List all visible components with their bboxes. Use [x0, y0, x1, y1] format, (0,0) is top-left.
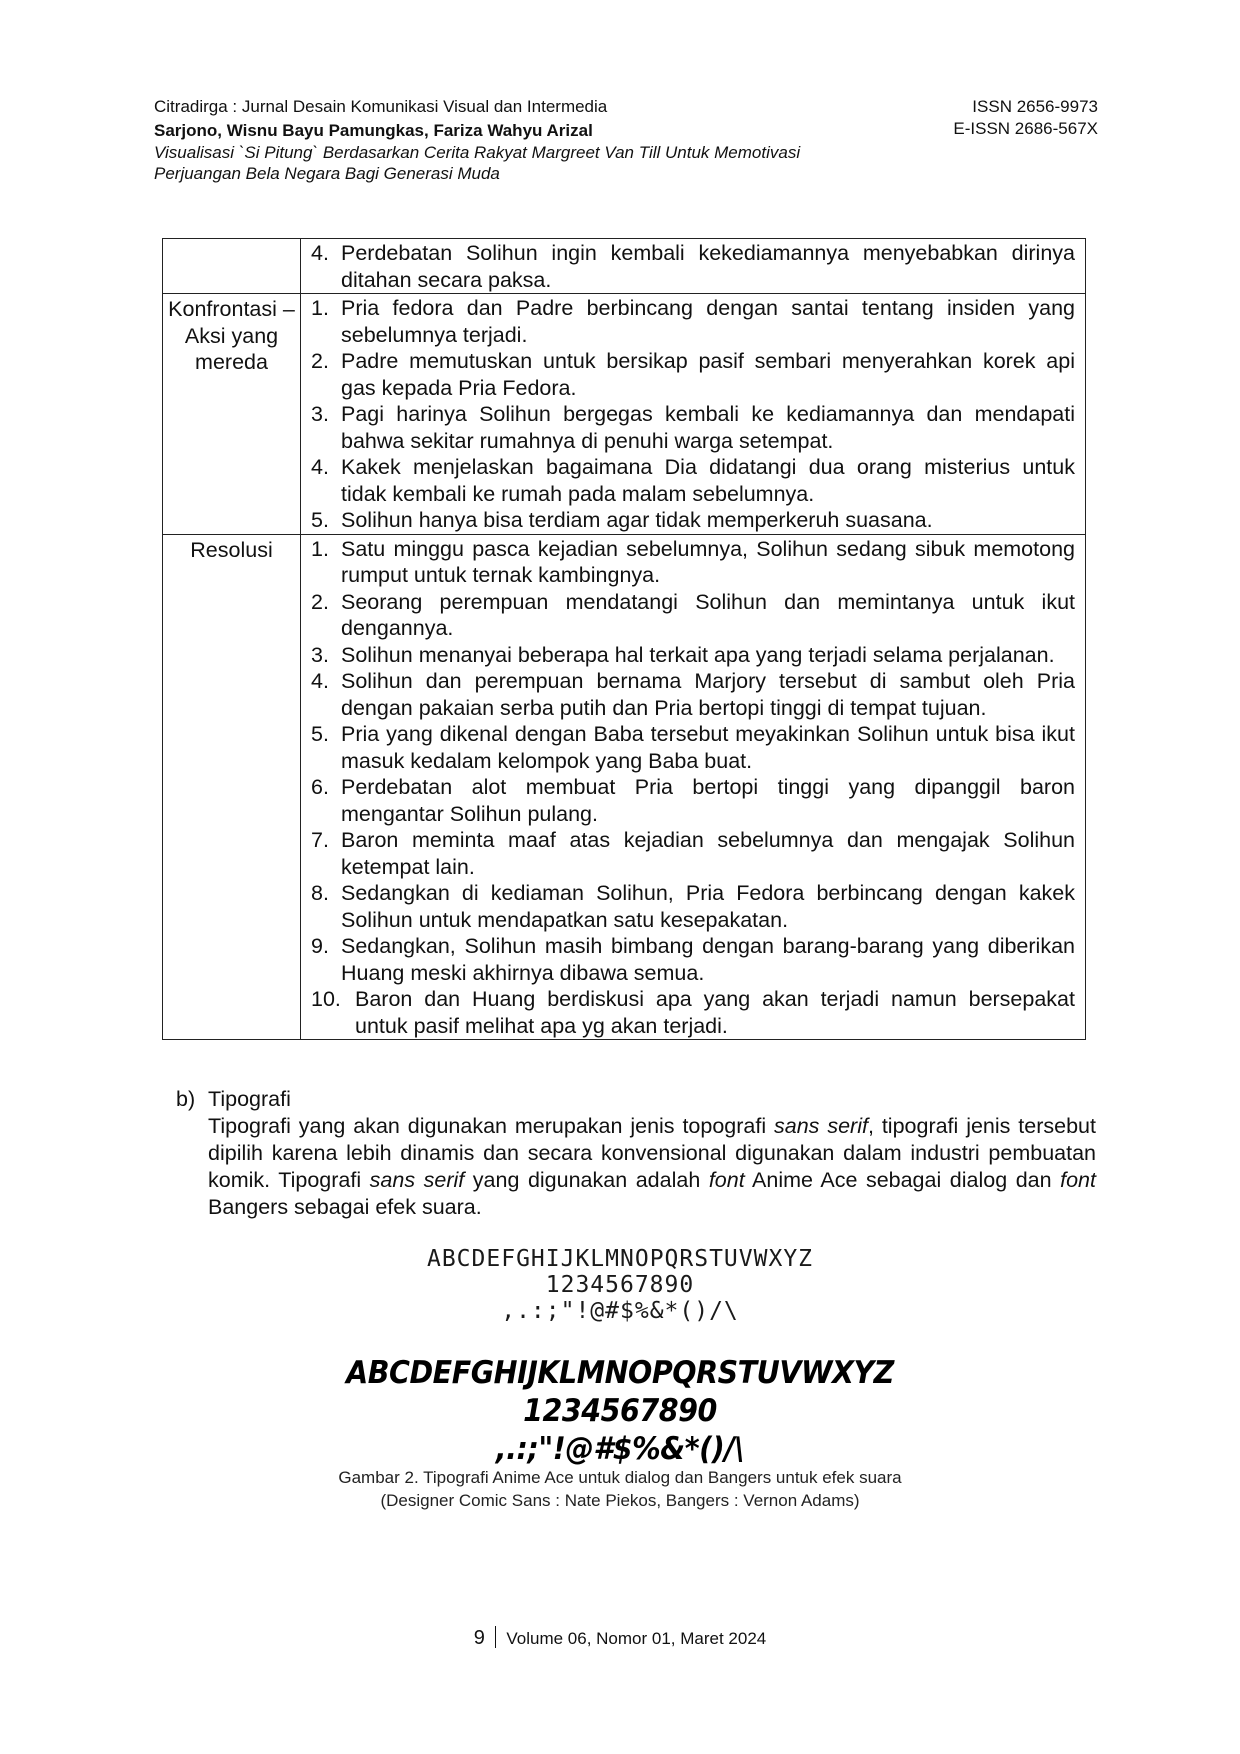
bangers-digits: 1234567890 [523, 1393, 717, 1429]
events-cell [301, 534, 1086, 1040]
list-item [311, 295, 1075, 348]
stage-cell [163, 239, 301, 294]
list-item-text: Solihun menanyai beberapa hal terkait apa yang terjadi selama perjalanan. [341, 642, 1055, 667]
eissn: E-ISSN 2686-567X [953, 119, 1098, 138]
stage-cell: Resolusi [163, 534, 301, 1040]
event-list [311, 295, 1075, 534]
paragraph-emphasis: sans serif [369, 1168, 465, 1192]
caption-line-2: (Designer Comic Sans : Nate Piekos, Bangers : Vernon Adams) [380, 1491, 860, 1510]
paragraph-emphasis: font [708, 1168, 745, 1192]
section-paragraph [208, 1113, 1096, 1221]
anime-ace-specimen [0, 1246, 1240, 1324]
list-item [311, 774, 1075, 827]
section-typography [176, 1086, 1096, 1221]
paragraph-text: , tipografi jenis tersebut dipilih karena lebih dinamis dan secara konvensional digunakan dalam industri pembuatan komik. Tipografi [208, 1114, 1096, 1192]
stage-cell: Konfrontasi – Aksi yang mereda [163, 294, 301, 535]
list-item [311, 880, 1075, 933]
list-item-number: 2. [311, 349, 329, 373]
list-item-number: 3. [311, 402, 329, 426]
list-item-number: 4. [311, 455, 329, 479]
list-item [311, 507, 1075, 534]
list-item-text: Solihun dan perempuan bernama Marjory tersebut di sambut oleh Pria dengan pakaian serba putih dan Pria bertopi tinggi di tempat tujuan. [341, 669, 1075, 720]
list-item-text: Sedangkan, Solihun masih bimbang dengan barang-barang yang diberikan Huang meski akhirnya dibawa semua. [341, 934, 1075, 985]
caption-line-1: Gambar 2. Tipografi Anime Ace untuk dialog dan Bangers untuk efek suara [338, 1468, 902, 1487]
list-item-text: Padre memutuskan untuk bersikap pasif sembari menyerahkan korek api gas kepada Pria Fedora. [341, 349, 1075, 400]
list-item-text: Pagi harinya Solihun bergegas kembali ke kediamannya dan mendapati bahwa sekitar rumahnya di penuhi warga setempat. [341, 402, 1075, 453]
events-cell [301, 294, 1086, 535]
list-item-text: Perdebatan Solihun ingin kembali kekediamannya menyebabkan dirinya ditahan secara paksa. [341, 241, 1075, 292]
list-item [311, 986, 1075, 1039]
paragraph-text: Tipografi yang akan digunakan merupakan jenis topografi [208, 1114, 775, 1138]
anime-ace-digits: 1234567890 [545, 1272, 695, 1298]
running-header [154, 96, 914, 184]
list-item-text: Baron dan Huang berdiskusi apa yang akan terjadi namun bersepakat untuk pasif melihat apa yg akan terjadi. [355, 987, 1075, 1038]
list-item [311, 933, 1075, 986]
list-item-text: Kakek menjelaskan bagaimana Dia didatangi dua orang misterius untuk tidak kembali ke rumah pada malam sebelumnya. [341, 455, 1075, 506]
list-item-number: 6. [311, 775, 329, 799]
section-title: Tipografi [208, 1087, 291, 1111]
list-item-number: 1. [311, 536, 329, 561]
anime-ace-symbols: ,.:;"!@#$%&*()/\ [501, 1298, 739, 1324]
paragraph-emphasis: sans serif [774, 1114, 868, 1138]
section-label: b) [176, 1087, 196, 1111]
list-item-number: 5. [311, 722, 329, 746]
journal-name: Citradirga : Jurnal Desain Komunikasi Visual dan Intermedia [154, 97, 608, 116]
section-heading [176, 1086, 1096, 1113]
list-item-text: Pria yang dikenal dengan Baba tersebut meyakinkan Solihun untuk bisa ikut masuk kedalam kelompok yang Baba buat. [341, 722, 1075, 773]
list-item-text: Pria fedora dan Padre berbincang dengan santai tentang insiden yang sebelumnya terjadi. [341, 296, 1075, 347]
list-item-number: 5. [311, 508, 329, 532]
list-item-number: 1. [311, 296, 329, 320]
table-row [163, 294, 1086, 535]
list-item-text: Sedangkan di kediaman Solihun, Pria Fedora berbincang dengan kakek Solihun untuk mendapatkan satu kesepakatan. [341, 881, 1075, 932]
bangers-letters: ABCDEFGHIJKLMNOPQRSTUVWXYZ [346, 1355, 894, 1391]
table-body [163, 239, 1086, 1040]
page-footer [0, 1626, 1240, 1651]
table-row [163, 239, 1086, 294]
event-list [311, 240, 1075, 293]
figure-caption [0, 1466, 1240, 1512]
list-item [311, 827, 1075, 880]
footer-separator [495, 1626, 497, 1648]
paragraph-emphasis: font [1060, 1168, 1096, 1192]
list-item-text: Baron meminta maaf atas kejadian sebelumnya dan mengajak Solihun ketempat lain. [341, 828, 1075, 879]
article-title-line-1: Visualisasi `Si Pitung` Berdasarkan Cerita Rakyat Margreet Van Till Untuk Memotivasi [154, 143, 801, 162]
list-item [311, 454, 1075, 507]
volume-info: Volume 06, Nomor 01, Maret 2024 [506, 1629, 767, 1648]
paragraph-text: Bangers sebagai efek suara. [208, 1195, 482, 1219]
page-number: 9 [473, 1627, 485, 1649]
plot-structure-table [162, 238, 1086, 1040]
issn: ISSN 2656-9973 [972, 97, 1098, 116]
table-row [163, 534, 1086, 1040]
article-authors: Sarjono, Wisnu Bayu Pamungkas, Fariza Wahyu Arizal [154, 121, 593, 140]
list-item [311, 642, 1075, 669]
list-item [311, 401, 1075, 454]
list-item [311, 348, 1075, 401]
paragraph-text: Anime Ace sebagai dialog dan [744, 1168, 1061, 1192]
list-item-number: 7. [311, 828, 329, 852]
list-item-number: 2. [311, 589, 329, 614]
list-item-number: 4. [311, 669, 329, 693]
bangers-specimen [50, 1354, 1191, 1468]
issn-block [953, 96, 1098, 140]
list-item [311, 240, 1075, 293]
list-item-text: Seorang perempuan mendatangi Solihun dan memintanya untuk ikut dengannya. [341, 589, 1075, 640]
list-item [311, 589, 1075, 642]
bangers-symbols: ,.:;"!@#$%&*()/\ [495, 1431, 745, 1467]
anime-ace-letters: ABCDEFGHIJKLMNOPQRSTUVWXYZ [426, 1246, 814, 1272]
list-item [311, 721, 1075, 774]
article-title-line-2: Perjuangan Bela Negara Bagi Generasi Muda [154, 164, 500, 183]
list-item-number: 10. [311, 987, 341, 1011]
list-item-number: 4. [311, 241, 329, 265]
list-item-text: Solihun hanya bisa terdiam agar tidak memperkeruh suasana. [341, 508, 933, 532]
list-item-text: Satu minggu pasca kejadian sebelumnya, Solihun sedang sibuk memotong rumput untuk ternak kambingnya. [341, 536, 1075, 587]
list-item-number: 9. [311, 934, 329, 958]
font-specimen-figure [0, 1246, 1240, 1468]
events-cell [301, 239, 1086, 294]
event-list [311, 536, 1075, 1040]
paragraph-text: yang digunakan adalah [464, 1168, 709, 1192]
list-item [311, 668, 1075, 721]
list-item-text: Perdebatan alot membuat Pria bertopi tinggi yang dipanggil baron mengantar Solihun pulang. [341, 775, 1075, 826]
list-item-number: 3. [311, 642, 329, 667]
list-item [311, 536, 1075, 589]
list-item-number: 8. [311, 881, 329, 905]
